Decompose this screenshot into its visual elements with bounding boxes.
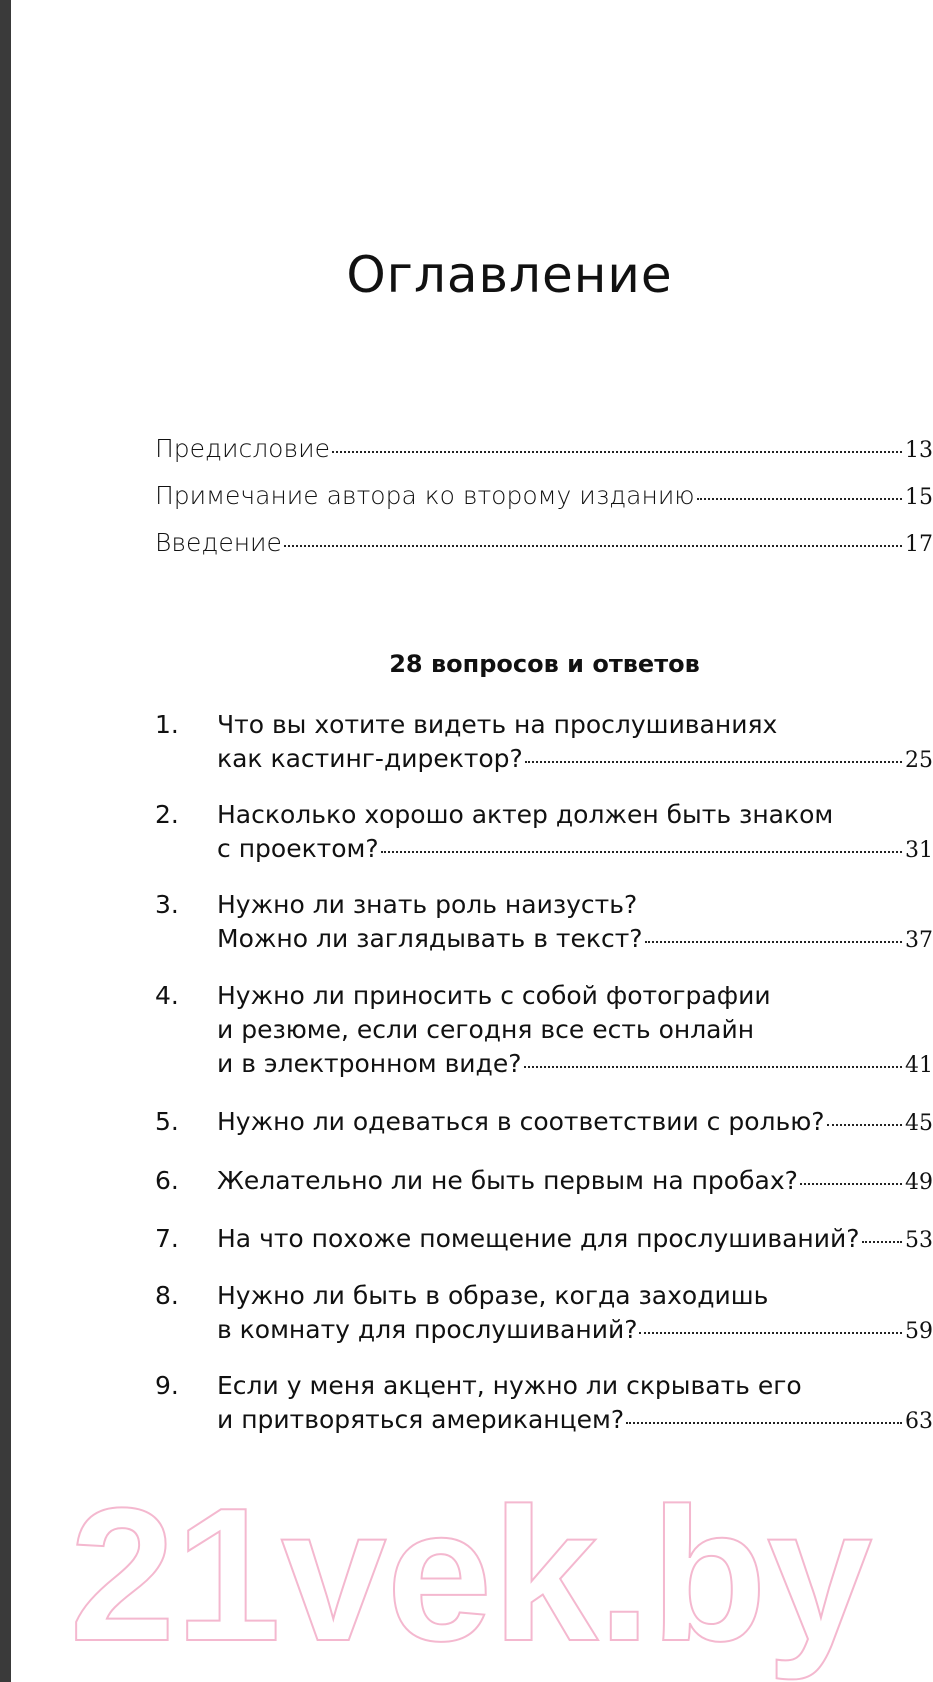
dot-leader <box>284 543 902 547</box>
question-text-line: и притворяться американцем? <box>217 1405 625 1434</box>
question-text-line: Нужно ли одеваться в соответствии с ролью? <box>217 1107 825 1136</box>
toc-page-number: 25 <box>905 748 933 773</box>
toc-question-7[interactable] <box>155 1222 933 1258</box>
toc-page-number: 15 <box>905 485 933 510</box>
toc-page-number: 53 <box>905 1228 933 1253</box>
toc-question-6[interactable] <box>155 1164 933 1200</box>
watermark-text: 21vek.by <box>69 1469 873 1681</box>
question-text-line: Нужно ли знать роль наизусть? <box>217 890 638 919</box>
question-number: 6. <box>155 1166 179 1195</box>
dot-leader <box>862 1241 902 1243</box>
toc-page-number: 41 <box>905 1053 933 1078</box>
toc-page-number: 37 <box>905 928 933 953</box>
toc-question-8[interactable] <box>155 1279 933 1349</box>
question-text-line: Нужно ли приносить с собой фотографии <box>217 981 771 1010</box>
question-number: 7. <box>155 1224 179 1253</box>
question-number: 5. <box>155 1107 179 1136</box>
toc-page-number: 13 <box>905 438 933 463</box>
toc-entry-label: Введение <box>155 528 282 557</box>
question-number: 3. <box>155 890 179 919</box>
toc-question-2[interactable] <box>155 798 933 868</box>
question-text-line: как кастинг-директор? <box>217 744 523 773</box>
toc-question-5[interactable] <box>155 1105 933 1141</box>
question-text-line: Насколько хорошо актер должен быть знаком <box>217 800 834 829</box>
toc-page-number: 63 <box>905 1409 933 1434</box>
dot-leader <box>332 449 902 453</box>
question-text-line: На что похоже помещение для прослушиваний? <box>217 1224 860 1253</box>
toc-page-number: 45 <box>905 1111 933 1136</box>
toc-entry-author-note[interactable] <box>155 479 933 515</box>
toc-page-number: 17 <box>905 532 933 557</box>
toc-entry-preface[interactable] <box>155 432 933 468</box>
toc-question-1[interactable] <box>155 708 933 778</box>
question-number: 1. <box>155 710 179 739</box>
book-spine-edge <box>0 0 11 1682</box>
toc-entry-label: Предисловие <box>155 434 330 463</box>
section-heading: 28 вопросов и ответов <box>389 650 700 678</box>
toc-page-number: 31 <box>905 838 933 863</box>
dot-leader <box>381 851 902 853</box>
question-text-line: Можно ли заглядывать в текст? <box>217 924 643 953</box>
toc-page-number: 49 <box>905 1170 933 1195</box>
watermark-logo <box>51 1469 891 1681</box>
question-text-line: с проектом? <box>217 834 379 863</box>
dot-leader <box>524 1066 903 1068</box>
question-number: 9. <box>155 1371 179 1400</box>
dot-leader <box>525 761 902 763</box>
question-text-line: Нужно ли быть в образе, когда заходишь <box>217 1281 769 1310</box>
toc-entry-introduction[interactable] <box>155 526 933 562</box>
toc-question-4[interactable] <box>155 979 933 1083</box>
toc-question-9[interactable] <box>155 1369 933 1439</box>
dot-leader <box>626 1422 902 1424</box>
dot-leader <box>827 1124 902 1126</box>
question-number: 2. <box>155 800 179 829</box>
toc-question-3[interactable] <box>155 888 933 958</box>
question-text-line: и резюме, если сегодня все есть онлайн <box>217 1015 755 1044</box>
question-text-line: Что вы хотите видеть на прослушиваниях <box>217 710 778 739</box>
question-number: 4. <box>155 981 179 1010</box>
question-text-line: Желательно ли не быть первым на пробах? <box>217 1166 798 1195</box>
toc-entry-label: Примечание автора ко второму изданию <box>155 481 695 510</box>
dot-leader <box>639 1332 902 1334</box>
question-text-line: Если у меня акцент, нужно ли скрывать его <box>217 1371 802 1400</box>
question-text-line: в комнату для прослушиваний? <box>217 1315 638 1344</box>
question-number: 8. <box>155 1281 179 1310</box>
dot-leader <box>645 941 902 943</box>
toc-page <box>11 0 933 1682</box>
dot-leader <box>697 496 902 500</box>
toc-page-number: 59 <box>905 1319 933 1344</box>
page-title: Оглавление <box>346 246 673 304</box>
dot-leader <box>800 1183 902 1185</box>
question-text-line: и в электронном виде? <box>217 1049 522 1078</box>
